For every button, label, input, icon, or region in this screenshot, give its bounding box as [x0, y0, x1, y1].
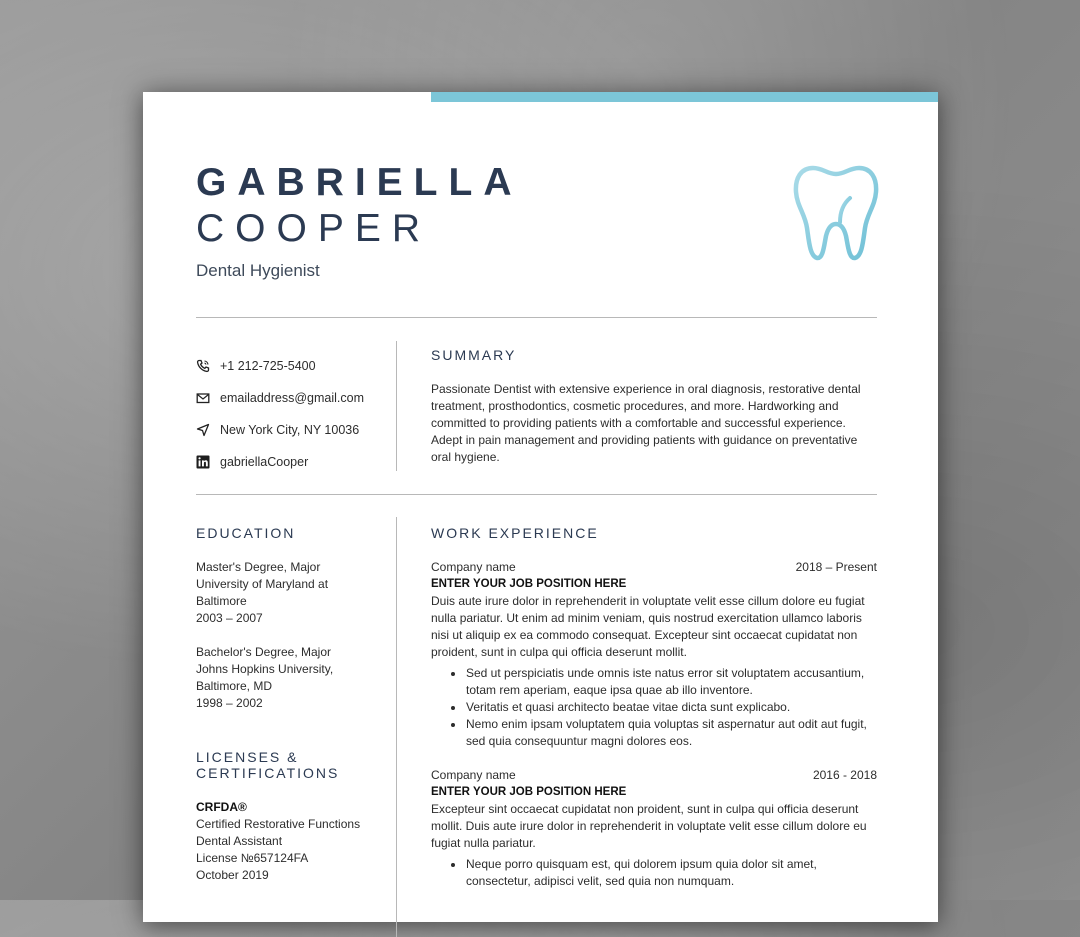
work-title: WORK EXPERIENCE: [431, 525, 599, 541]
job-position: ENTER YOUR JOB POSITION HERE: [431, 786, 627, 798]
contact-linkedin: [196, 446, 364, 478]
contact-email: [196, 382, 364, 414]
divider-top: [196, 317, 877, 318]
school: University of Maryland at Baltimore: [196, 577, 329, 608]
contact-location: [196, 414, 364, 446]
licenses-title-line2: CERTIFICATIONS: [196, 765, 340, 781]
job-entry: [431, 559, 877, 750]
list-item: • Veritatis et quasi architecto beatae vitae dicta sunt explicabo.: [465, 699, 877, 716]
degree: Master's Degree, Major: [196, 560, 321, 574]
linkedin-text: gabriellaCooper: [220, 455, 309, 469]
linkedin-icon: [196, 455, 210, 469]
job-dates: 2016 - 2018: [812, 768, 877, 782]
degree: Bachelor's Degree, Major: [196, 645, 332, 659]
divider-vertical-top: [396, 341, 397, 471]
years: 2003 – 2007: [196, 611, 263, 625]
education-item: [196, 644, 376, 712]
location-arrow-icon: [196, 423, 210, 437]
divider-vertical-bottom: [396, 517, 397, 937]
company-name: Company name: [431, 560, 516, 574]
company-row: [431, 559, 877, 576]
email-text: emailaddress@gmail.com: [220, 391, 364, 405]
summary-title: SUMMARY: [431, 347, 517, 363]
job-entry: [431, 767, 877, 890]
job-position: ENTER YOUR JOB POSITION HERE: [431, 578, 627, 590]
tooth-icon: [793, 162, 879, 262]
list-item: • Neque porro quisquam est, qui dolorem ipsum quia dolor sit amet, consectetur, adipisci velit, sed quia non numquam.: [465, 856, 877, 890]
licenses-title-line1: LICENSES &: [196, 749, 299, 765]
job-role: Dental Hygienist: [196, 261, 320, 280]
licenses-title: [196, 749, 339, 781]
years: 1998 – 2002: [196, 696, 263, 710]
job-bullets: [431, 856, 877, 890]
education-title: EDUCATION: [196, 525, 296, 541]
contact-list: [196, 350, 364, 478]
candidate-name: [196, 160, 523, 252]
license-line: Certified Restorative Functions: [196, 817, 361, 831]
last-name: COOPER: [196, 207, 432, 250]
license-number: License №657124FA: [196, 851, 309, 865]
education-list: [196, 559, 376, 712]
education-item: [196, 559, 376, 627]
company-row: [431, 767, 877, 784]
job-dates: 2018 – Present: [795, 560, 877, 574]
job-bullets: [431, 665, 877, 750]
license-date: October 2019: [196, 868, 269, 882]
license-name: CRFDA®: [196, 800, 247, 814]
accent-bar: [431, 92, 938, 102]
company-name: Company name: [431, 768, 516, 782]
work-list: [431, 559, 877, 890]
mail-icon: [196, 391, 210, 405]
divider-middle: [196, 494, 877, 495]
resume-page: [143, 92, 938, 922]
summary-text: Passionate Dentist with extensive experience in oral diagnosis, restorative dental treatment, prosthodontics, cosmetic procedures, and more. Hardworking and committed to providing patients with a comfortable and successful experience. Adept in pain management and providing patients with guidance on preventative oral hygiene.: [431, 382, 861, 464]
list-item: • Sed ut perspiciatis unde omnis iste natus error sit voluptatem accusantium, totam rem aperiam, eaque ipsa quae ab illo inventore.: [465, 665, 877, 699]
job-description: Excepteur sint occaecat cupidatat non proident, sunt in culpa qui officia deserunt mollit. Duis aute irure dolor in reprehenderit in voluptate velit esse cillum dolore eu fugiat nulla pariatur.: [431, 802, 867, 850]
contact-phone: [196, 350, 364, 382]
school: Johns Hopkins University, Baltimore, MD: [196, 662, 334, 693]
phone-text: +1 212-725-5400: [220, 359, 316, 373]
phone-icon: [196, 359, 210, 373]
license-line: Dental Assistant: [196, 834, 283, 848]
license-item: [196, 799, 381, 884]
first-name: GABRIELLA: [196, 161, 523, 204]
location-text: New York City, NY 10036: [220, 423, 360, 437]
job-description: Duis aute irure dolor in reprehenderit in voluptate velit esse cillum dolore eu fugiat nulla pariatur. Ut enim ad minim veniam, quis nostrud exercitation ullamco laboris nisi ut aliquip ex ea commodo consequat. Excepteur sint occaecat cupidatat non proident, sunt in culpa qui officia deserunt mollit.: [431, 594, 865, 659]
list-item: • Nemo enim ipsam voluptatem quia voluptas sit aspernatur aut odit aut fugit, sed quia consequuntur magni dolores eos.: [465, 716, 877, 750]
